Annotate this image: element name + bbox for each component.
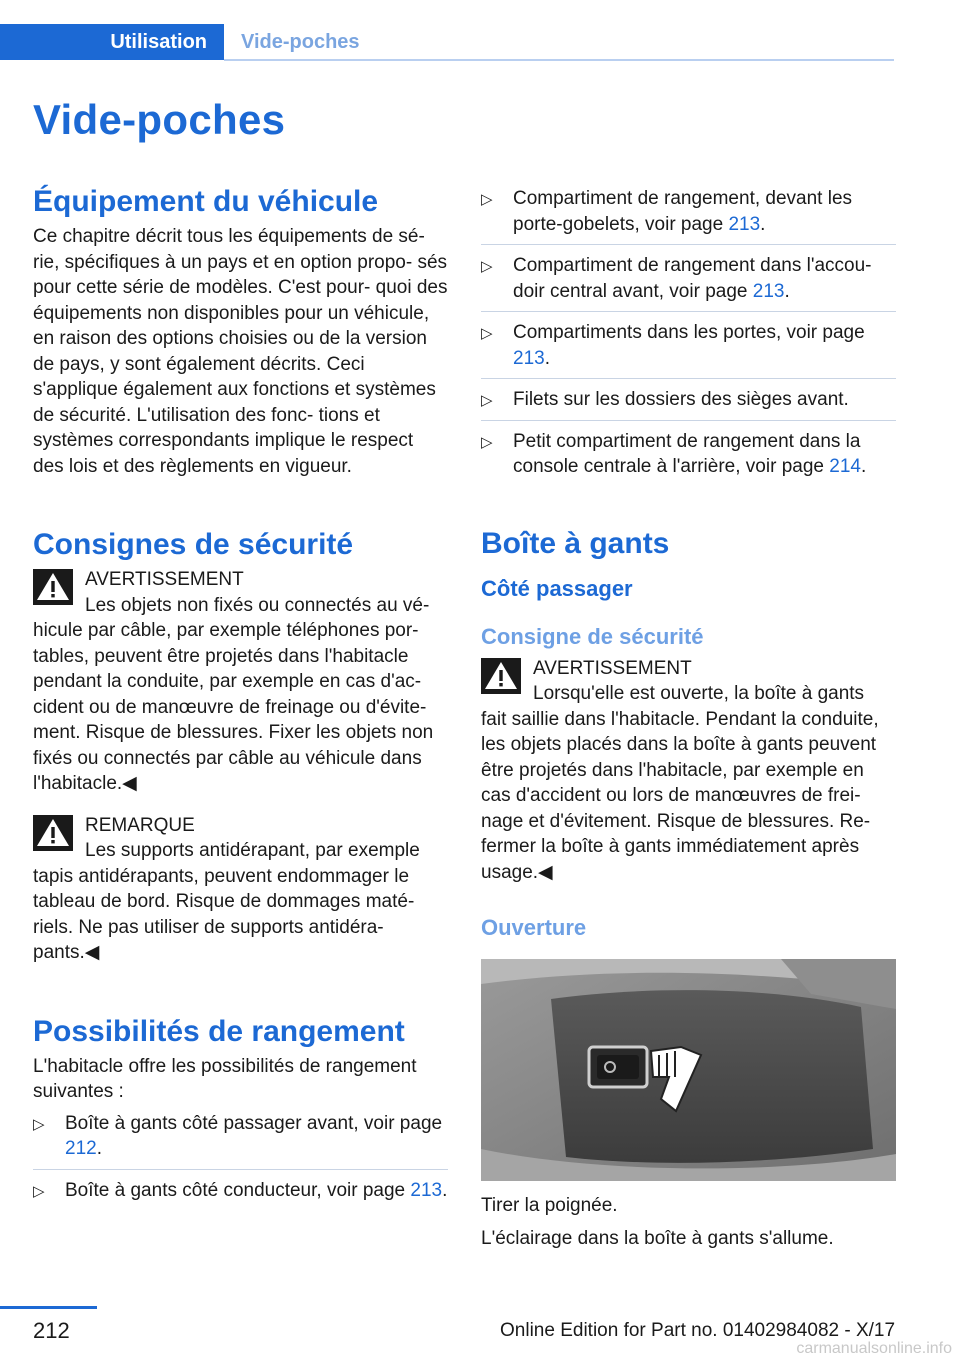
page-link[interactable]: 214 — [829, 456, 861, 477]
list-item-end: . — [96, 1138, 102, 1159]
list-item-end: . — [442, 1179, 448, 1201]
header-tabs — [0, 24, 894, 62]
subheading-opening: Ouverture — [481, 915, 587, 940]
list-item-end: . — [544, 347, 550, 369]
page-link[interactable]: 213 — [410, 1179, 443, 1201]
list-item-text: Compartiment de rangement dans l'accou‐ doir central avant, voir page — [513, 255, 872, 302]
list-item — [481, 387, 896, 413]
warning-triangle-icon — [481, 658, 521, 694]
notice-label: REMARQUE — [85, 814, 195, 836]
triangle-bullet-icon: ▷ — [481, 325, 493, 342]
heading-equipment: Équipement du véhicule — [33, 185, 379, 218]
tab-underline — [224, 59, 894, 61]
warning-label: AVERTISSEMENT — [85, 569, 244, 590]
heading-glovebox: Boîte à gants — [481, 526, 670, 560]
storage-intro: L'habitacle offre les possibilités de rangement suivantes : — [33, 1055, 417, 1102]
storage-list-left — [33, 1111, 448, 1204]
list-separator — [481, 420, 896, 421]
triangle-bullet-icon: ▷ — [33, 1182, 45, 1200]
list-item — [481, 320, 896, 371]
triangle-bullet-icon: ▷ — [33, 1115, 45, 1133]
list-separator — [481, 244, 896, 245]
footer-line — [0, 1306, 97, 1309]
triangle-bullet-icon: ▷ — [481, 433, 493, 451]
list-item — [481, 186, 896, 237]
warning-text: fait saillie dans l'habitacle. Pendant la conduite, les objets placés dans la boîte à gants peuvent être projetés dans l'habitacle, par exemple en cas d'accident ou lors de manœuvres de frei‐ nage et d'évitement. Risque de blessures. Re‐ fermer la boîte à gants immédiatement après usage.◀ — [481, 708, 879, 883]
list-item-text: Boîte à gants côté conducteur, voir page — [65, 1179, 411, 1201]
warning-block — [33, 567, 448, 797]
list-item-text: Filets sur les dossiers des sièges avant. — [513, 389, 849, 410]
warning-text: hicule par câble, par exemple téléphones por‐ tables, peuvent être projetés dans l'habitacle pendant la conduite, par exemple en cas d'ac‐ cident ou de manœuvre de freinage ou d'évite‐ ment. Risque de blessures. Fixer les objets non fixés ou connectés par câble au véhicule dans l'habitacle.◀ — [33, 620, 434, 794]
right-column — [481, 186, 896, 1251]
list-separator — [481, 311, 896, 312]
heading-storage: Possibilités de rangement — [33, 1014, 405, 1048]
edition-info: Online Edition for Part no. 01402984082 - X/17 — [500, 1320, 896, 1341]
glovebox-photo — [481, 959, 896, 1181]
tab-section-label: Utilisation — [110, 30, 207, 53]
step-pull-handle: Tirer la poignée. — [481, 1195, 618, 1216]
warning-label: AVERTISSEMENT — [533, 657, 692, 679]
left-column — [33, 182, 448, 1203]
page-link[interactable]: 213 — [513, 347, 545, 369]
list-item-text: Boîte à gants côté passager avant, voir page — [65, 1112, 443, 1134]
list-item-text: Compartiment de rangement, devant les porte-gobelets, voir page — [513, 188, 853, 235]
list-item-end: . — [760, 213, 766, 235]
list-item — [481, 253, 896, 304]
notice-first-line: Les supports antidérapant, par exemple — [85, 840, 420, 861]
list-item-end: . — [860, 456, 867, 477]
list-item — [481, 429, 896, 480]
triangle-bullet-icon: ▷ — [481, 258, 493, 275]
page-link[interactable]: 212 — [65, 1138, 97, 1159]
warning-triangle-icon — [33, 569, 73, 605]
list-separator — [481, 378, 896, 379]
triangle-bullet-icon: ▷ — [481, 191, 493, 208]
watermark: carmanualsonline.info — [796, 1340, 952, 1357]
glovebox-warning-block — [481, 656, 896, 886]
list-item — [33, 1178, 448, 1204]
storage-list-right — [481, 186, 896, 480]
equipment-body: Ce chapitre décrit tous les équipements de sé‐ rie, spécifiques à un pays et en option propo‐ sés pour cette série de modèles. C'est pour‐ quoi des équipements non disponibles pour un véhicule, en raison des options choisies ou de la version de pays, y sont également décrits. Ceci s'applique également aux fonctions et systèmes de sécurité. L'utilisation des fonc‐ tions et systèmes correspondants implique le respect des lois et des règlements en vigueur. — [33, 226, 448, 477]
tab-chapter-label: Vide-poches — [241, 30, 360, 53]
heading-safety: Consignes de sécurité — [33, 528, 354, 561]
subheading-safety: Consigne de sécurité — [481, 623, 704, 649]
list-item — [33, 1111, 448, 1162]
list-item-text: Compartiments dans les portes, voir page — [513, 322, 865, 343]
tab-chapter[interactable] — [241, 24, 360, 60]
page-number: 212 — [33, 1318, 70, 1343]
list-item-text: Petit compartiment de rangement dans la console centrale à l'arrière, voir page — [513, 430, 861, 477]
notice-block — [33, 813, 448, 966]
tab-section[interactable] — [0, 24, 224, 60]
page-link[interactable]: 213 — [752, 280, 785, 302]
page-link[interactable]: 213 — [728, 213, 761, 235]
notice-triangle-icon — [33, 815, 73, 851]
warning-first-line: Les objets non fixés ou connectés au vé‐ — [85, 594, 430, 616]
subheading-passenger: Côté passager — [481, 575, 633, 601]
list-item-end: . — [784, 280, 790, 302]
triangle-bullet-icon: ▷ — [481, 392, 493, 409]
step-light-on: L'éclairage dans la boîte à gants s'allume. — [481, 1227, 834, 1249]
list-separator — [33, 1169, 448, 1170]
warning-first-line: Lorsqu'elle est ouverte, la boîte à gants — [533, 683, 865, 704]
notice-text: tapis antidérapants, peuvent endommager le tableau de bord. Risque de dommages maté‐ riels. Ne pas utiliser de supports antidéra‐ pants.◀ — [33, 865, 415, 963]
page-title: Vide-poches — [33, 96, 286, 143]
